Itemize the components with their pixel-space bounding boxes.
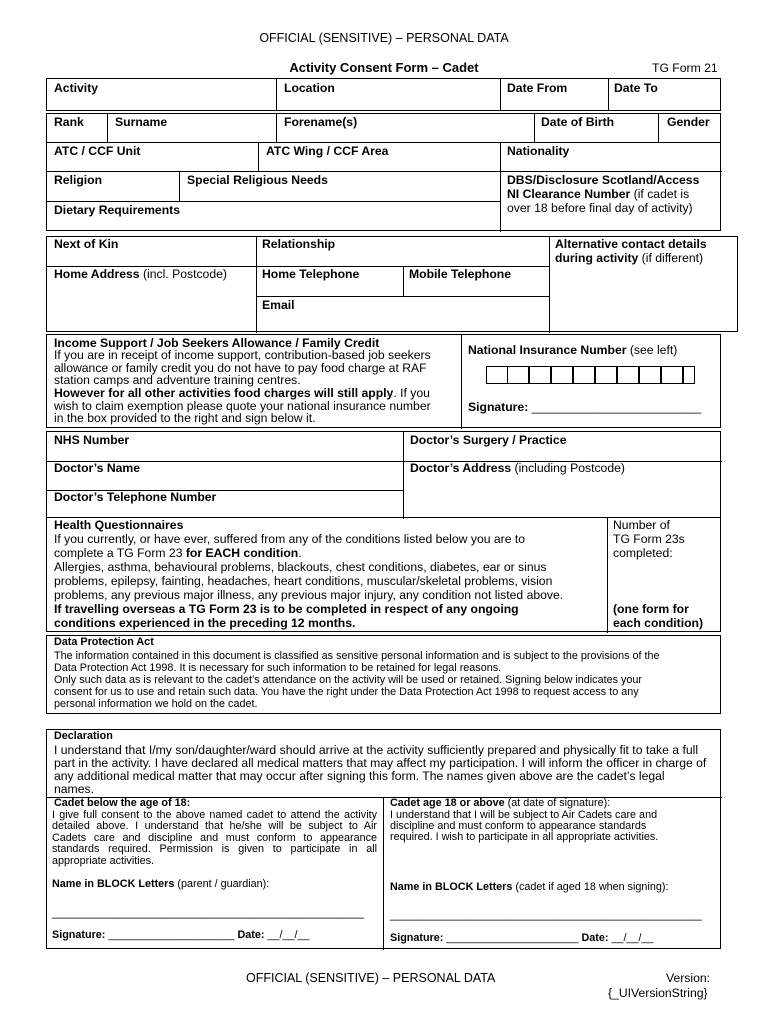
data-protection-line3: Only such data as is relevant to the cadet’s attendance on the activity will be used or retained. Signing below indicates your bbox=[54, 674, 642, 686]
date-from-field[interactable]: Date From bbox=[507, 81, 568, 95]
under18-name-label bbox=[52, 879, 269, 891]
under18-heading: Cadet below the age of 18: bbox=[54, 797, 191, 809]
gender-field[interactable]: Gender bbox=[667, 115, 710, 129]
under18-date-line: __/__/__ bbox=[264, 929, 310, 941]
home-address-note: (incl. Postcode) bbox=[139, 267, 227, 281]
data-protection-line2: Data Protection Act 1998. It is necessary for such information to be retained for legal reasons. bbox=[54, 662, 502, 674]
data-protection-line4: consent for us to use and retain such data. You have the right under the Data Protection Act 1998 to request access to any bbox=[54, 686, 639, 698]
health-heading: Health Questionnaires bbox=[54, 518, 184, 532]
ni-label bbox=[468, 344, 677, 358]
home-address-label: Home Address bbox=[54, 267, 140, 281]
health-line6: If travelling overseas a TG Form 23 is to be completed in respect of any ongoing bbox=[54, 602, 519, 616]
doctor-address-label: Doctor’s Address bbox=[410, 461, 512, 475]
date-to-field[interactable]: Date To bbox=[614, 81, 658, 95]
income-line1: If you are in receipt of income support, contribution-based job seekers bbox=[54, 348, 431, 362]
surgery-field[interactable]: Doctor’s Surgery / Practice bbox=[410, 433, 567, 447]
alt-contact-line2 bbox=[555, 252, 703, 266]
form23-count-label1: Number of bbox=[613, 518, 670, 532]
dbs-label-line2[interactable] bbox=[507, 188, 689, 202]
doctor-address-note: (including Postcode) bbox=[511, 461, 625, 475]
over18-heading-bold: Cadet age 18 or above bbox=[390, 797, 505, 809]
income-line4-normal: . If you bbox=[393, 386, 430, 400]
dbs-label-line1: DBS/Disclosure Scotland/Access bbox=[507, 173, 700, 187]
over18-heading-note: (at date of signature): bbox=[504, 797, 611, 809]
declaration-line4: names. bbox=[54, 782, 94, 796]
under18-name-input[interactable]: ______________________________________________ bbox=[52, 905, 364, 919]
under18-signature[interactable] bbox=[52, 930, 310, 942]
under18-sig-label: Signature: bbox=[52, 929, 106, 941]
income-line2: allowance or family credit you do not have to pay food charge at RAF bbox=[54, 361, 427, 375]
under18-name-note: (parent / guardian): bbox=[174, 878, 270, 890]
relationship-field[interactable]: Relationship bbox=[262, 237, 336, 251]
declaration-line3: any additional medical matter that may occur after signing this form. The names given above are the cadet’s legal bbox=[54, 769, 665, 783]
health-line5: problems, any previous major illness, any previous major injury, any condition not listed above. bbox=[54, 588, 564, 602]
dob-field[interactable]: Date of Birth bbox=[541, 115, 615, 129]
over18-line1: I understand that I will be subject to Air Cadets care and bbox=[390, 809, 658, 821]
form-id: TG Form 21 bbox=[652, 61, 718, 75]
declaration-line2: part in the activity. I have declared all medical matters that may affect my participation. I will inform the officer in charge of bbox=[54, 756, 707, 770]
over18-sig-line: ______________________ bbox=[443, 932, 582, 944]
forenames-field[interactable]: Forename(s) bbox=[284, 115, 358, 129]
form23-count-input[interactable] bbox=[610, 562, 718, 600]
income-line4-bold: However for all other activities food charges will still apply bbox=[54, 386, 394, 400]
wing-field[interactable]: ATC Wing / CCF Area bbox=[266, 144, 389, 158]
data-protection-line5: personal information we hold on the cadet. bbox=[54, 698, 258, 710]
under18-sig-line: _____________________ bbox=[105, 929, 238, 941]
income-line3: station camps and adventure training centres. bbox=[54, 373, 301, 387]
health-line2-bold: for EACH condition bbox=[185, 546, 299, 560]
data-protection-line1: The information contained in this document is classified as sensitive personal information and is subject to the provisions of the bbox=[54, 650, 660, 662]
alt-contact-line1[interactable]: Alternative contact details bbox=[555, 237, 707, 251]
declaration-heading: Declaration bbox=[54, 730, 113, 742]
ni-signature-label: Signature: bbox=[468, 400, 529, 414]
income-line6: in the box provided to the right and sign below it. bbox=[54, 411, 316, 425]
location-field[interactable]: Location bbox=[284, 81, 335, 95]
rank-field[interactable]: Rank bbox=[54, 115, 84, 129]
form23-count-label2: TG Form 23s bbox=[613, 532, 685, 546]
dbs-label-line3: over 18 before final day of activity) bbox=[507, 201, 693, 215]
activity-field[interactable]: Activity bbox=[54, 81, 99, 95]
form-title: Activity Consent Form – Cadet bbox=[289, 60, 479, 75]
version-value: {_UIVersionString} bbox=[608, 986, 708, 1000]
doctor-address-field[interactable] bbox=[410, 462, 625, 476]
over18-name-input[interactable]: ______________________________________________ bbox=[390, 907, 702, 921]
health-line2-normal: complete a TG Form 23 bbox=[54, 546, 186, 560]
health-line4: problems, epilepsy, fainting, headaches, heart conditions, muscular/skeletal problems, vision bbox=[54, 574, 553, 588]
under18-text: I give full consent to the above named cadet to attend the activity detailed above. I understand that he/she will be subject to Air Cadets care and discipline and must conform to appearance standards required. Permission is given to participate in all appropriate activities. bbox=[52, 809, 377, 867]
over18-line3: required. I wish to participate in all appropriate activities. bbox=[390, 831, 659, 843]
nationality-field[interactable]: Nationality bbox=[507, 144, 570, 158]
alt-contact-bold: during activity bbox=[555, 251, 639, 265]
dbs-number-label: NI Clearance Number bbox=[507, 187, 631, 201]
ni-signature-line: _________________________ bbox=[531, 400, 702, 414]
dbs-note: (if cadet is bbox=[630, 187, 690, 201]
over18-date-label: Date: bbox=[581, 932, 609, 944]
religion-field[interactable]: Religion bbox=[54, 173, 103, 187]
health-line1: If you currently, or have ever, suffered from any of the conditions listed below you are to bbox=[54, 532, 526, 546]
form23-count-label3: completed: bbox=[613, 546, 673, 560]
under18-date-label: Date: bbox=[237, 929, 265, 941]
ni-label-bold: National Insurance Number bbox=[468, 343, 627, 357]
unit-field[interactable]: ATC / CCF Unit bbox=[54, 144, 141, 158]
income-line5: wish to claim exemption please quote your national insurance number bbox=[54, 399, 431, 413]
over18-name-note: (cadet if aged 18 when signing): bbox=[512, 881, 669, 893]
ni-signature[interactable] bbox=[468, 401, 701, 415]
home-phone-field[interactable]: Home Telephone bbox=[262, 267, 360, 281]
health-line2-end: . bbox=[298, 546, 302, 560]
over18-name-label bbox=[390, 882, 668, 894]
nhs-number-field[interactable]: NHS Number bbox=[54, 433, 130, 447]
surname-field[interactable]: Surname bbox=[115, 115, 168, 129]
health-line2 bbox=[54, 547, 302, 561]
doctor-name-field[interactable]: Doctor’s Name bbox=[54, 461, 141, 475]
income-heading: Income Support / Job Seekers Allowance / Family Credit bbox=[54, 336, 380, 350]
mobile-phone-field[interactable]: Mobile Telephone bbox=[409, 267, 512, 281]
doctor-phone-field[interactable]: Doctor’s Telephone Number bbox=[54, 490, 217, 504]
declaration-line1: I understand that I/my son/daughter/ward should arrive at the activity sufficiently prepared and physically fit to take a full bbox=[54, 743, 699, 757]
home-address-field[interactable] bbox=[54, 268, 227, 282]
data-protection-heading: Data Protection Act bbox=[54, 636, 154, 648]
ni-label-note: (see left) bbox=[626, 343, 678, 357]
dietary-field[interactable]: Dietary Requirements bbox=[54, 203, 180, 217]
version-label: Version: bbox=[666, 971, 711, 985]
next-of-kin-field[interactable]: Next of Kin bbox=[54, 237, 119, 251]
classification-footer: OFFICIAL (SENSITIVE) – PERSONAL DATA bbox=[246, 971, 496, 985]
form23-note2: each condition) bbox=[613, 616, 704, 630]
over18-name-label-bold: Name in BLOCK Letters bbox=[390, 881, 513, 893]
health-line7: conditions experienced in the preceding 12 months. bbox=[54, 616, 356, 630]
over18-date-line: __/__/__ bbox=[608, 932, 654, 944]
over18-sig-label: Signature: bbox=[390, 932, 444, 944]
alt-contact-note: (if different) bbox=[638, 251, 704, 265]
over18-signature[interactable] bbox=[390, 933, 654, 945]
special-needs-field[interactable]: Special Religious Needs bbox=[187, 173, 328, 187]
under18-name-label-bold: Name in BLOCK Letters bbox=[52, 878, 175, 890]
over18-line2: discipline and must conform to appearance standards bbox=[390, 820, 647, 832]
classification-header: OFFICIAL (SENSITIVE) – PERSONAL DATA bbox=[259, 31, 509, 45]
form23-note1: (one form for bbox=[613, 602, 689, 616]
health-line3: Allergies, asthma, behavioural problems, blackouts, chest conditions, diabetes, ear or sinus bbox=[54, 560, 547, 574]
email-field[interactable]: Email bbox=[262, 298, 295, 312]
